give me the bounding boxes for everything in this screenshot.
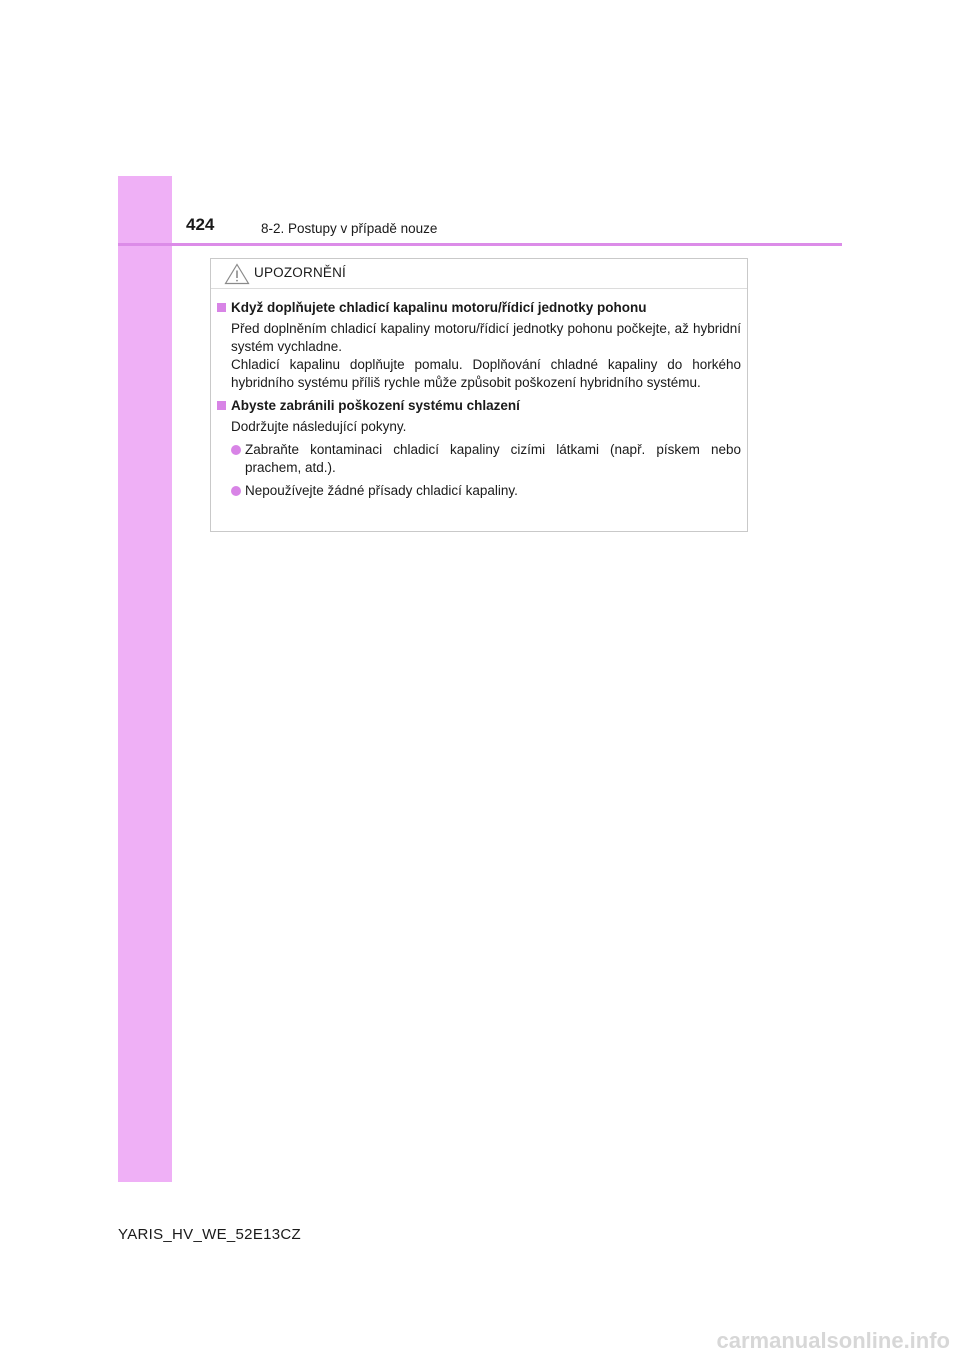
- warning-body: [211, 289, 747, 500]
- dot-bullet-icon: [231, 486, 241, 496]
- square-bullet-icon: [217, 303, 226, 312]
- header-rule: [118, 243, 842, 246]
- warning-title: UPOZORNĚNÍ: [254, 265, 347, 280]
- side-color-strip: [118, 176, 172, 1182]
- page-number: 424: [186, 215, 215, 234]
- section-heading-text: Když doplňujete chladicí kapalinu motoru/řídicí jednotky pohonu: [231, 300, 647, 315]
- section-title: 8-2. Postupy v případě nouze: [261, 221, 438, 236]
- square-bullet-icon: [217, 401, 226, 410]
- list-item: [217, 441, 741, 477]
- section-heading-coolant: [217, 299, 741, 317]
- paragraph: Před doplněním chladicí kapaliny motoru/řídicí jednotky pohonu počkejte, až hybridní systém vychladne.: [231, 321, 741, 354]
- document-code: YARIS_HV_WE_52E13CZ: [118, 1226, 301, 1243]
- section-heading-cooling-system: [217, 397, 741, 415]
- warning-triangle-icon: [224, 263, 250, 285]
- dot-bullet-icon: [231, 445, 241, 455]
- warning-header: [211, 259, 747, 289]
- list-item-text: Zabraňte kontaminaci chladicí kapaliny cizími látkami (např. pískem nebo prachem, atd.).: [245, 442, 741, 475]
- watermark: carmanualsonline.info: [716, 1328, 950, 1353]
- paragraph: Chladicí kapalinu doplňujte pomalu. Doplňování chladné kapaliny do horkého hybridního systému příliš rychle může způsobit poškození hybridního systému.: [231, 357, 741, 390]
- list-item-text: Nepoužívejte žádné přísady chladicí kapaliny.: [245, 483, 518, 498]
- section-heading-text: Abyste zabránili poškození systému chlazení: [231, 398, 520, 413]
- warning-box: [210, 258, 748, 532]
- paragraph: Dodržujte následující pokyny.: [231, 419, 407, 434]
- list-item: [217, 482, 741, 500]
